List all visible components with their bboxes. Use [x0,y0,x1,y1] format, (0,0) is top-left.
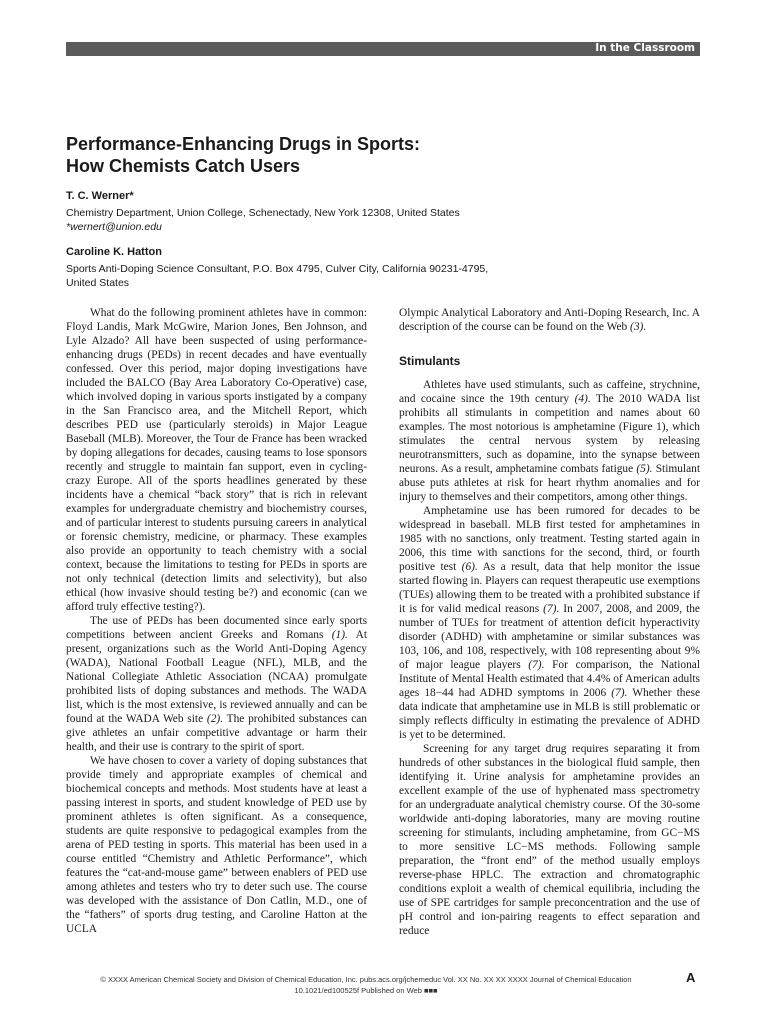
citation-5[interactable]: (5). [636,463,653,475]
citation-2[interactable]: (2). [206,713,224,725]
author-1-email[interactable]: *wernert@union.edu [66,221,162,233]
author-1-affiliation-text: Chemistry Department, Union College, Schenectady, New York 12308, United States [66,207,460,219]
text-run: As a result, data that help monitor the issue started flowing in. Players can request therapeutic use exemptions (TUEs) allowing them to be treated with a prohibited substance if it is for valid medical reasons [399,561,700,615]
paragraph-screening: Screening for any target drug requires separating it from hundreds of other substances in the biological fluid sample, then identifying it. Urine analysis for amphetamine provides an excellent example of the use of hyphenated mass spectrometry for an undergraduate analytical chemistry course. Of the 30-some worldwide anti-doping laboratories, many are moving routine screening for stimulants, including amphetamine, from GC−MS to more sensitive LC−MS methods. Following sample preparation, the “front end” of the method usually employs reverse-phase HPLC. The extraction and chromatographic conditions exploit a wealth of chemical equilibria, including the use of SPE cartridges for sample preconcentration and the use of pH control and ion-pairing reagents to effect separation and reduce [399,743,700,937]
paragraph-history [66,614,367,754]
text-run: Amphetamine use has been rumored for decades to be widespread in baseball. MLB first tested for amphetamines in 1985 with no sanctions, only treatment. Testing started again in 2006, this time with sanctions for the second, third, or fourth positive test [399,505,700,573]
citation-4[interactable]: (4). [574,393,591,405]
text-run: In 2007, 2008, and 2009, the number of TUEs for treatment of attention deficit hyperactivity disorder (ADHD) with amphetamine or similar substances was 103, 106, and 108, respectively, with 108 representing about 9% of major league players [399,603,700,671]
paragraph-baseball [399,504,700,742]
section-heading-stimulants: Stimulants [399,354,461,368]
right-column [399,306,700,946]
title-line-1: Performance-Enhancing Drugs in Sports: [66,134,421,154]
text-run: Olympic Analytical Laboratory and Anti-Doping Research, Inc. A description of the course can be found on the Web [399,307,700,333]
paragraph-course: We have chosen to cover a variety of doping substances that provide timely and appropriate examples of chemical and biochemical concepts and methods. Most students have at least a passing interest in sports, and student knowledge of PED use by prominent athletes is often significant. As a consequence, students are quite responsive to pedagogical examples from the arena of PED testing in sports. This material has been used in a course entitled “Chemistry and Athletic Performance”, which features the “cat-and-mouse game” between enablers of PED use among athletes and testers who try to deter such use. The course was developed with the assistance of Don Catlin, M.D., one of the “fathers” of sports drug testing, and Caroline Hatton at the UCLA [66,755,367,935]
page-number: A [686,970,696,985]
title-line-2: How Chemists Catch Users [66,156,301,176]
page-footer [66,974,666,996]
author-2-affiliation [66,262,488,290]
paragraph-stimulants-intro [399,378,700,504]
paragraph-continued [399,306,700,334]
text-run: For comparison, the National Institute of Mental Health estimated that 4.4% of American adults ages 18−44 had ADHD symptoms in 2006 [399,659,700,699]
paragraph-intro: What do the following prominent athletes have in common: Floyd Landis, Mark McGwire, Marion Jones, Ben Johnson, and Lyle Alzado? All have been suspected of using performance-enhancing drugs (PEDs) in recent decades and have eventually confessed. Over this period, major doping investigations have included the BALCO (Bay Area Laboratory Co-Operative) case, which involved doping in various sports instigated by a company in the San Francisco area, and the Mitchell Report, which describes PED use (particularly steroids) in Major League Baseball (MLB). Moreover, the Tour de France has been wracked by doping allegations for decades, causing teams to lose sponsors recently and struggle to maintain fan support, even in cycling-crazy Europe. All of the sports headlines generated by these incidents have a chemical “back story” that is rich in relevant examples for undergraduate chemistry and biochemistry courses, and of particular interest to students pursuing careers in analytical or forensic chemistry, medicine, or pharmacy. These examples also provide an opportunity to teach chemistry with a social context, because the limitations to testing for PEDs in sports are not only technical (detection limits and selectivity), but also ethical (how invasive should testing be?) and economic (can we afford truly effective testing?). [66,307,367,613]
author-1-affiliation [66,206,460,234]
author-2-affiliation-line-1: Sports Anti-Doping Science Consultant, P.O. Box 4795, Culver City, California 90231-4795, [66,263,489,275]
author-2-name: Caroline K. Hatton [66,246,162,258]
citation-7[interactable]: (7). [543,603,560,615]
section-banner [66,42,700,56]
author-1-name: T. C. Werner* [66,190,134,202]
text-run: Whether these data indicate that amphetamine use in MLB is still problematic or simply reflects difficulty in estimating the prevalence of ADHD is yet to be determined. [399,687,701,741]
author-2-affiliation-line-2: United States [66,277,130,289]
citation-1[interactable]: (1). [331,629,348,641]
text-run: Athletes have used stimulants, such as caffeine, strychnine, and cocaine since the 19th century [399,379,700,405]
text-run: At present, organizations such as the World Anti-Doping Agency (WADA), National Football League (NFL), MLB, and the National Collegiate Athletic Association (NCAA) promulgate prohibited lists of doping substances and methods. The WADA list, which is the most extensive, is reviewed annually and can be found at the WADA Web site [66,629,368,725]
text-run: The prohibited substances can give athletes an unfair competitive advantage or harm their health, and their use is contrary to the spirit of sport. [66,713,367,753]
section-label: In the Classroom [595,42,695,54]
citation-7[interactable]: (7). [528,659,545,671]
citation-6[interactable]: (6). [461,561,478,573]
footer-journal-line: © XXXX American Chemical Society and Division of Chemical Education, Inc. pubs.acs.org/jchemeduc Vol. XX No. XX XX XXXX Journal of Chemical Education [100,975,632,984]
left-column [66,306,367,946]
footer-doi-line: 10.1021/ed100525f Published on Web ■■■ [294,986,438,995]
text-run: The 2010 WADA list prohibits all stimulants in competition and names about 60 examples. The most notorious is amphetamine (Figure 1), which stimulates the central nervous system by releasing neurotransmitters, such as dopamine, into the synapse between neurons. As a result, amphetamine combats fatigue [399,393,700,475]
text-run: The use of PEDs has been documented since early sports competitions between ancient Greeks and Romans [66,615,367,641]
citation-7[interactable]: (7). [611,687,628,699]
text-run: Stimulant abuse puts athletes at risk for heart rhythm anomalies and for injury to themselves and their competitors, among other things. [399,463,700,503]
article-title [66,133,666,177]
citation-3[interactable]: (3). [630,321,647,333]
